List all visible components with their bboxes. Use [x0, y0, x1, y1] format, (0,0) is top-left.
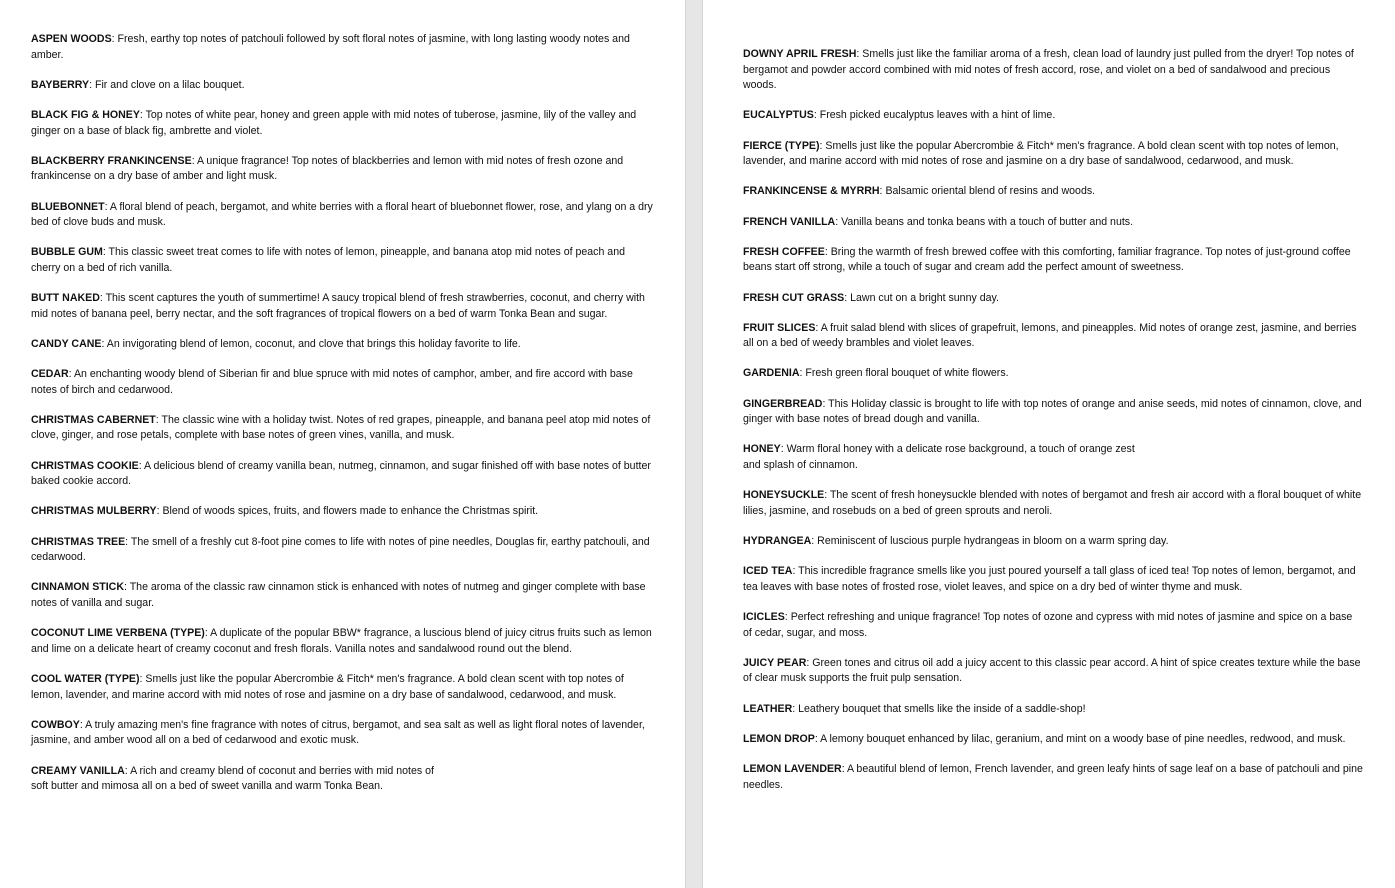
- fragrance-entry: BLUEBONNET: A floral blend of peach, bergamot, and white berries with a floral heart of bluebonnet flower, rose, and ylang on a dry bed of clove buds and musk.: [31, 200, 653, 229]
- fragrance-description: A floral blend of peach, bergamot, and white berries with a floral heart of bluebonnet flower, rose, and ylang on a dry bed of clove buds and musk.: [31, 200, 653, 229]
- fragrance-entry: FRUIT SLICES: A fruit salad blend with slices of grapefruit, lemons, and pineapples. Mid notes of orange zest, jasmine, and berries all on a bed of weedy brambles and violet leaves.: [743, 321, 1357, 350]
- fragrance-description: Balsamic oriental blend of resins and woods.: [885, 185, 1096, 198]
- fragrance-description: Green tones and citrus oil add a juicy accent to this classic pear accord. A hint of spice creates texture while the base of clear musk supports the fruit pulp sensation.: [743, 656, 1361, 685]
- fragrance-description: A beautiful blend of lemon, French lavender, and green leafy hints of sage leaf on a base of patchouli and pine needles.: [743, 762, 1363, 791]
- fragrance-entry: HONEY: Warm floral honey with a delicate rose background, a touch of orange zest and splash of cinnamon.: [743, 443, 1135, 472]
- fragrance-entry: LEMON LAVENDER: A beautiful blend of lemon, French lavender, and green leafy hints of sage leaf on a base of patchouli and pine needles.: [743, 762, 1363, 791]
- fragrance-name: BLACK FIG & HONEY: [31, 108, 140, 121]
- fragrance-description: A delicious blend of creamy vanilla bean, nutmeg, cinnamon, and sugar finished off with base notes of butter baked cookie accord.: [31, 459, 651, 488]
- fragrance-entry: FRESH CUT GRASS: Lawn cut on a bright sunny day.: [743, 291, 999, 304]
- fragrance-name: CHRISTMAS TREE: [31, 535, 126, 548]
- fragrance-name: FRUIT SLICES: [743, 321, 816, 334]
- fragrance-description: A unique fragrance! Top notes of blackberries and lemon with mid notes of fresh ozone and frankincense on a dry base of amber and light musk.: [31, 154, 624, 183]
- fragrance-name: HONEYSUCKLE: [743, 489, 825, 502]
- fragrance-name: HYDRANGEA: [743, 535, 812, 547]
- fragrance-description: The scent of fresh honeysuckle blended with notes of bergamot and fresh air accord with a floral bouquet of white lilies, jasmine, and rosebuds on a bed of green sprouts and neroli.: [743, 489, 1362, 517]
- fragrance-description: Reminiscent of luscious purple hydrangeas in bloom on a warm spring day.: [817, 535, 1169, 547]
- fragrance-name: COWBOY: [31, 718, 80, 731]
- fragrance-description: A truly amazing men's fine fragrance with notes of citrus, bergamot, and sea salt as well as light floral notes of lavender, jasmine, and amber wood all on a bed of cedarwood and exotic musk.: [31, 718, 645, 747]
- fragrance-description: A fruit salad blend with slices of grapefruit, lemons, and pineapples. Mid notes of orange zest, jasmine, and berries all on a bed of weedy brambles and violet leaves.: [743, 321, 1357, 350]
- fragrance-description: Bring the warmth of fresh brewed coffee with this comforting, familiar fragrance. Top notes of just-ground coffee beans start off strong, while a touch of sugar and cream add the perfect amount of sweetness.: [743, 245, 1351, 274]
- fragrance-name: BAYBERRY: [31, 78, 90, 91]
- fragrance-name: LEATHER: [743, 702, 793, 715]
- fragrance-entry: CHRISTMAS CABERNET: The classic wine with a holiday twist. Notes of red grapes, pineapple, and banana peel atop mid notes of clove, ginger, and rose petals, complete with base notes of green vines, vanilla, and musk.: [31, 413, 651, 442]
- fragrance-entry: HYDRANGEA: Reminiscent of luscious purple hydrangeas in bloom on a warm spring day.: [743, 535, 1169, 547]
- fragrance-entry: COOL WATER (TYPE): Smells just like the popular Abercrombie & Fitch* men's fragrance. A bold clean scent with top notes of lemon, lavender, and marine accord with mid notes of rose and jasmine on a dry base of sandalwood, cedarwood, and musk.: [31, 672, 624, 701]
- fragrance-entry: FRENCH VANILLA: Vanilla beans and tonka beans with a touch of butter and nuts.: [743, 215, 1134, 228]
- fragrance-list-right: [743, 47, 1363, 808]
- fragrance-name: FRANKINCENSE & MYRRH: [743, 185, 880, 198]
- fragrance-description: Fresh green floral bouquet of white flowers.: [805, 367, 1009, 380]
- fragrance-name: CHRISTMAS CABERNET: [31, 413, 156, 426]
- fragrance-list-left: [31, 32, 653, 809]
- document-page-left[interactable]: [0, 0, 686, 888]
- fragrance-entry: BUBBLE GUM: This classic sweet treat comes to life with notes of lemon, pineapple, and banana atop mid notes of peach and cherry on a bed of rich vanilla.: [31, 246, 625, 274]
- fragrance-entry: BUTT NAKED: This scent captures the youth of summertime! A saucy tropical blend of fresh strawberries, coconut, and cherry with mid notes of banana peel, berry nectar, and the soft fragrances of tropical flowers on a bed of warm Tonka Bean and sugar.: [31, 292, 645, 320]
- fragrance-name: HONEY: [743, 443, 781, 456]
- fragrance-description: Warm floral honey with a delicate rose background, a touch of orange zest and splash of cinnamon.: [743, 443, 1135, 472]
- fragrance-description: An invigorating blend of lemon, coconut, and clove that brings this holiday favorite to life.: [106, 337, 521, 350]
- fragrance-entry: FRANKINCENSE & MYRRH: Balsamic oriental blend of resins and woods.: [743, 185, 1096, 198]
- fragrance-description: Smells just like the popular Abercrombie & Fitch* men's fragrance. A bold clean scent with top notes of lemon, lavender, and marine accord with mid notes of rose and jasmine on a dry base of sandalwood, cedarwood, and musk.: [743, 139, 1339, 168]
- fragrance-entry: EUCALYPTUS: Fresh picked eucalyptus leaves with a hint of lime.: [743, 109, 1056, 122]
- fragrance-description: Smells just like the popular Abercrombie & Fitch* men's fragrance. A bold clean scent with top notes of lemon, lavender, and marine accord with mid notes of rose and jasmine on a dry base of sandalwood, cedarwood, and musk.: [31, 672, 624, 701]
- page-gutter: [686, 0, 702, 888]
- fragrance-description: Lawn cut on a bright sunny day.: [850, 291, 999, 304]
- fragrance-entry: DOWNY APRIL FRESH: Smells just like the familiar aroma of a fresh, clean load of laundry just pulled from the dryer! Top notes of bergamot and powder accord combined with mid notes of fresh accord, rose, and violet on a bed of sandalwood and precious woods.: [743, 48, 1354, 92]
- fragrance-name: FRENCH VANILLA: [743, 215, 836, 228]
- fragrance-description: The classic wine with a holiday twist. Notes of red grapes, pineapple, and banana peel atop mid notes of clove, ginger, and rose petals, complete with base notes of green vines, vanilla, and musk.: [31, 413, 651, 442]
- fragrance-name: ASPEN WOODS: [31, 33, 112, 45]
- fragrance-description: The smell of a freshly cut 8-foot pine comes to life with notes of pine needles, Douglas fir, earthy patchouli, and cedarwood.: [31, 535, 650, 564]
- fragrance-description: Fresh, earthy top notes of patchouli followed by soft floral notes of jasmine, with long lasting woody notes and amber.: [31, 33, 630, 61]
- fragrance-name: BUBBLE GUM: [31, 246, 103, 259]
- fragrance-entry: ICED TEA: This incredible fragrance smells like you just poured yourself a tall glass of iced tea! Top notes of lemon, bergamot, and tea leaves with base notes of frosted rose, violet leaves, and spice on a dry bed of winter thyme and musk.: [743, 565, 1356, 593]
- fragrance-name: CHRISTMAS COOKIE: [31, 459, 139, 472]
- fragrance-entry: JUICY PEAR: Green tones and citrus oil add a juicy accent to this classic pear accord. A hint of spice creates texture while the base of clear musk supports the fruit pulp sensation.: [743, 656, 1361, 685]
- fragrance-name: BLUEBONNET: [31, 200, 105, 213]
- fragrance-entry: COCONUT LIME VERBENA (TYPE): A duplicate of the popular BBW* fragrance, a luscious blend of juicy citrus fruits such as lemon and lime on a delicate heart of creamy coconut and fresh florals. Vanilla notes and sandalwood round out the blend.: [31, 627, 652, 655]
- fragrance-name: BUTT NAKED: [31, 292, 100, 305]
- fragrance-description: This incredible fragrance smells like you just poured yourself a tall glass of iced tea! Top notes of lemon, bergamot, and tea leaves with base notes of frosted rose, violet leaves, and spice on a dry bed of winter thyme and musk.: [743, 565, 1356, 593]
- fragrance-name: LEMON DROP: [743, 732, 815, 745]
- fragrance-name: GINGERBREAD: [743, 397, 823, 410]
- fragrance-description: Smells just like the familiar aroma of a fresh, clean load of laundry just pulled from the dryer! Top notes of bergamot and powder accord combined with mid notes of fresh accord, rose, and violet on a bed of sandalwood and precious woods.: [743, 48, 1354, 92]
- fragrance-name: JUICY PEAR: [743, 656, 807, 669]
- fragrance-entry: CHRISTMAS COOKIE: A delicious blend of creamy vanilla bean, nutmeg, cinnamon, and sugar finished off with base notes of butter baked cookie accord.: [31, 459, 651, 488]
- fragrance-description: Blend of woods spices, fruits, and flowers made to enhance the Christmas spirit.: [162, 505, 539, 518]
- fragrance-entry: GARDENIA: Fresh green floral bouquet of white flowers.: [743, 367, 1009, 380]
- fragrance-entry: CEDAR: An enchanting woody blend of Siberian fir and blue spruce with mid notes of camphor, amber, and fire accord with base notes of birch and cedarwood.: [31, 368, 633, 396]
- document-page-right[interactable]: [702, 0, 1395, 888]
- fragrance-name: CANDY CANE: [31, 337, 102, 350]
- fragrance-name: DOWNY APRIL FRESH: [743, 48, 857, 60]
- fragrance-name: ICED TEA: [743, 565, 793, 578]
- fragrance-entry: BAYBERRY: Fir and clove on a lilac bouquet.: [31, 78, 245, 91]
- fragrance-name: COOL WATER (TYPE): [31, 672, 140, 685]
- fragrance-entry: CANDY CANE: An invigorating blend of lemon, coconut, and clove that brings this holiday favorite to life.: [31, 337, 521, 350]
- fragrance-entry: ASPEN WOODS: Fresh, earthy top notes of patchouli followed by soft floral notes of jasmine, with long lasting woody notes and amber.: [31, 33, 630, 61]
- fragrance-entry: ICICLES: Perfect refreshing and unique fragrance! Top notes of ozone and cypress with mid notes of jasmine and spice on a base of cedar, sugar, and moss.: [743, 610, 1353, 639]
- fragrance-name: EUCALYPTUS: [743, 109, 814, 122]
- fragrance-entry: COWBOY: A truly amazing men's fine fragrance with notes of citrus, bergamot, and sea salt as well as light floral notes of lavender, jasmine, and amber wood all on a bed of cedarwood and exotic musk.: [31, 718, 645, 747]
- fragrance-description: An enchanting woody blend of Siberian fir and blue spruce with mid notes of camphor, amber, and fire accord with base notes of birch and cedarwood.: [31, 368, 633, 396]
- fragrance-description: Vanilla beans and tonka beans with a touch of butter and nuts.: [841, 215, 1134, 228]
- fragrance-description: Perfect refreshing and unique fragrance! Top notes of ozone and cypress with mid notes of jasmine and spice on a base of cedar, sugar, and moss.: [743, 610, 1353, 639]
- fragrance-entry: FIERCE (TYPE): Smells just like the popular Abercrombie & Fitch* men's fragrance. A bold clean scent with top notes of lemon, lavender, and marine accord with mid notes of rose and jasmine on a dry base of sandalwood, cedarwood, and musk.: [743, 139, 1339, 168]
- fragrance-description: A rich and creamy blend of coconut and berries with mid notes of soft butter and mimosa all on a bed of sweet vanilla and warm Tonka Bean.: [31, 764, 434, 793]
- fragrance-description: Fir and clove on a lilac bouquet.: [94, 78, 245, 91]
- fragrance-entry: GINGERBREAD: This Holiday classic is brought to life with top notes of orange and anise seeds, mid notes of cinnamon, clove, and ginger with base notes of bread dough and vanilla.: [743, 397, 1362, 426]
- fragrance-entry: LEATHER: Leathery bouquet that smells like the inside of a saddle-shop!: [743, 702, 1086, 715]
- fragrance-description: A duplicate of the popular BBW* fragrance, a luscious blend of juicy citrus fruits such as lemon and lime on a delicate heart of creamy coconut and fresh florals. Vanilla notes and sandalwood round out the blend.: [31, 627, 652, 655]
- fragrance-entry: HONEYSUCKLE: The scent of fresh honeysuckle blended with notes of bergamot and fresh air accord with a floral bouquet of white lilies, jasmine, and rosebuds on a bed of green sprouts and neroli.: [743, 489, 1362, 517]
- fragrance-name: BLACKBERRY FRANKINCENSE: [31, 154, 192, 167]
- fragrance-entry: CREAMY VANILLA: A rich and creamy blend of coconut and berries with mid notes of soft butter and mimosa all on a bed of sweet vanilla and warm Tonka Bean.: [31, 764, 434, 793]
- fragrance-name: CINNAMON STICK: [31, 581, 124, 594]
- fragrance-name: CREAMY VANILLA: [31, 764, 125, 777]
- fragrance-description: Leathery bouquet that smells like the inside of a saddle-shop!: [798, 702, 1086, 715]
- fragrance-name: FRESH CUT GRASS: [743, 291, 845, 304]
- fragrance-description: The aroma of the classic raw cinnamon stick is enhanced with notes of nutmeg and ginger complete with base notes of vanilla and sugar.: [31, 581, 646, 609]
- fragrance-entry: CHRISTMAS TREE: The smell of a freshly cut 8-foot pine comes to life with notes of pine needles, Douglas fir, earthy patchouli, and cedarwood.: [31, 535, 650, 564]
- fragrance-entry: BLACKBERRY FRANKINCENSE: A unique fragrance! Top notes of blackberries and lemon with mid notes of fresh ozone and frankincense on a dry base of amber and light musk.: [31, 154, 624, 183]
- fragrance-entry: CHRISTMAS MULBERRY: Blend of woods spices, fruits, and flowers made to enhance the Christmas spirit.: [31, 505, 539, 518]
- fragrance-description: This classic sweet treat comes to life with notes of lemon, pineapple, and banana atop mid notes of peach and cherry on a bed of rich vanilla.: [31, 246, 625, 274]
- fragrance-name: CHRISTMAS MULBERRY: [31, 505, 157, 518]
- fragrance-name: COCONUT LIME VERBENA (TYPE): [31, 627, 205, 640]
- fragrance-description: This Holiday classic is brought to life with top notes of orange and anise seeds, mid notes of cinnamon, clove, and ginger with base notes of bread dough and vanilla.: [743, 397, 1362, 426]
- fragrance-description: A lemony bouquet enhanced by lilac, geranium, and mint on a woody base of pine needles, redwood, and musk.: [820, 732, 1346, 745]
- fragrance-description: Top notes of white pear, honey and green apple with mid notes of tuberose, jasmine, lily of the valley and ginger on a base of black fig, ambrette and violet.: [31, 108, 637, 137]
- fragrance-entry: CINNAMON STICK: The aroma of the classic raw cinnamon stick is enhanced with notes of nutmeg and ginger complete with base notes of vanilla and sugar.: [31, 581, 646, 609]
- fragrance-name: CEDAR: [31, 368, 69, 381]
- fragrance-description: Fresh picked eucalyptus leaves with a hint of lime.: [819, 109, 1056, 122]
- fragrance-description: This scent captures the youth of summertime! A saucy tropical blend of fresh strawberries, coconut, and cherry with mid notes of banana peel, berry nectar, and the soft fragrances of tropical flowers on a bed of warm Tonka Bean and sugar.: [31, 292, 645, 320]
- fragrance-name: FIERCE (TYPE): [743, 139, 820, 152]
- fragrance-entry: LEMON DROP: A lemony bouquet enhanced by lilac, geranium, and mint on a woody base of pine needles, redwood, and musk.: [743, 732, 1346, 745]
- fragrance-name: LEMON LAVENDER: [743, 762, 842, 775]
- fragrance-name: GARDENIA: [743, 367, 800, 380]
- fragrance-name: ICICLES: [743, 610, 785, 623]
- fragrance-entry: FRESH COFFEE: Bring the warmth of fresh brewed coffee with this comforting, familiar fragrance. Top notes of just-ground coffee beans start off strong, while a touch of sugar and cream add the perfect amount of sweetness.: [743, 245, 1351, 274]
- fragrance-name: FRESH COFFEE: [743, 245, 825, 258]
- fragrance-entry: BLACK FIG & HONEY: Top notes of white pear, honey and green apple with mid notes of tuberose, jasmine, lily of the valley and ginger on a base of black fig, ambrette and violet.: [31, 108, 637, 137]
